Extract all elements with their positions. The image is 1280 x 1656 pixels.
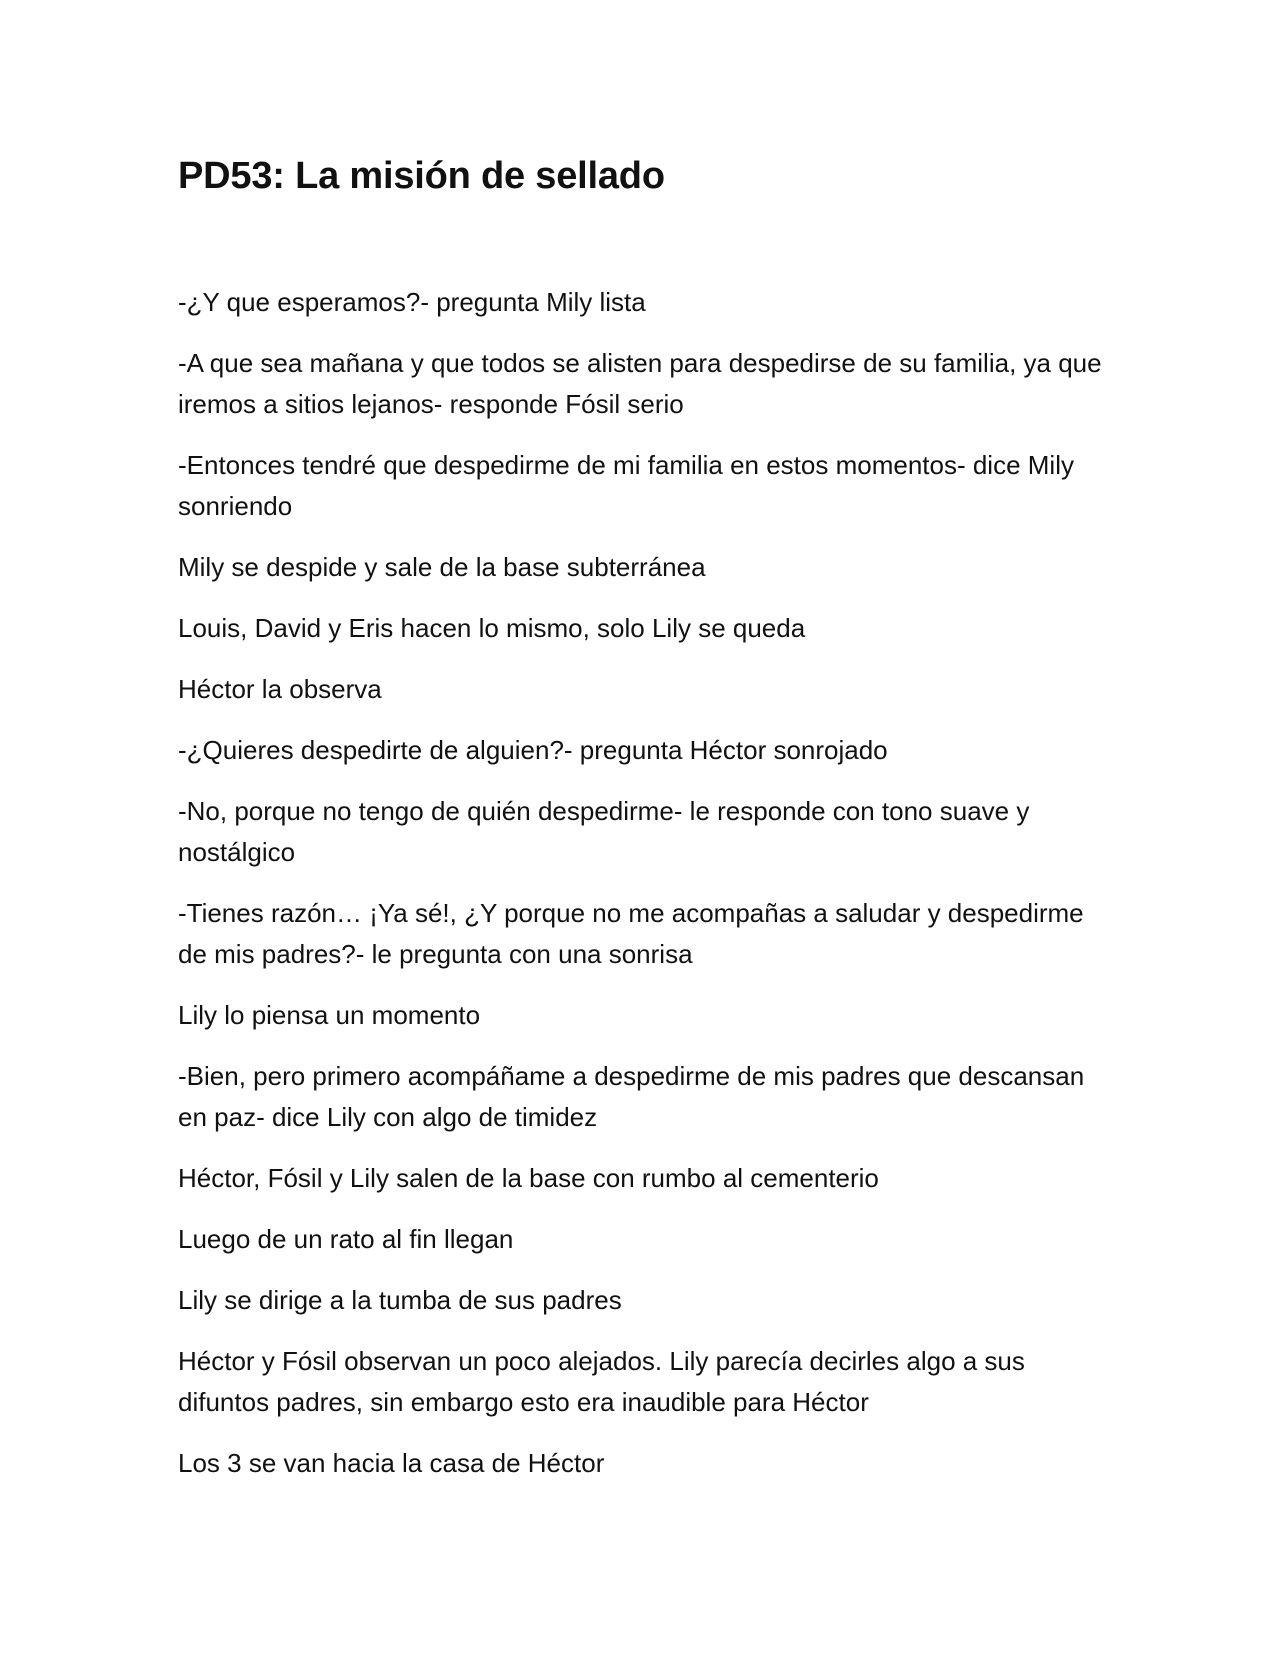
paragraph: -A que sea mañana y que todos se alisten para despedirse de su familia, ya que iremos a sitios lejanos- responde Fósil serio <box>178 348 1102 419</box>
paragraph: -Entonces tendré que despedirme de mi familia en estos momentos- dice Mily sonriendo <box>178 450 1074 521</box>
page-title: PD53: La misión de sellado <box>178 155 665 197</box>
paragraph: Héctor, Fósil y Lily salen de la base con rumbo al cementerio <box>178 1163 879 1193</box>
paragraph: -No, porque no tengo de quién despedirme- le responde con tono suave y nostálgico <box>178 796 1030 867</box>
paragraph: Louis, David y Eris hacen lo mismo, solo Lily se queda <box>178 613 806 643</box>
paragraph: -¿Quieres despedirte de alguien?- pregunta Héctor sonrojado <box>178 735 888 765</box>
paragraph: Los 3 se van hacia la casa de Héctor <box>178 1448 605 1478</box>
paragraph: -Bien, pero primero acompáñame a despedirme de mis padres que descansan en paz- dice Lily con algo de timidez <box>178 1061 1085 1132</box>
paragraph: Héctor la observa <box>178 674 382 704</box>
paragraph: -¿Y que esperamos?- pregunta Mily lista <box>178 287 646 317</box>
paragraph: Luego de un rato al fin llegan <box>178 1224 514 1254</box>
paragraph: Héctor y Fósil observan un poco alejados. Lily parecía decirles algo a sus difuntos padres, sin embargo esto era inaudible para Héctor <box>178 1346 1025 1417</box>
paragraph: Mily se despide y sale de la base subterránea <box>178 552 706 582</box>
document-body <box>178 282 1108 1484</box>
document-content <box>178 152 1108 1504</box>
paragraph: Lily lo piensa un momento <box>178 1000 481 1030</box>
paragraph: Lily se dirige a la tumba de sus padres <box>178 1285 622 1315</box>
paragraph: -Tienes razón… ¡Ya sé!, ¿Y porque no me acompañas a saludar y despedirme de mis padres?- le pregunta con una sonrisa <box>178 898 1084 969</box>
